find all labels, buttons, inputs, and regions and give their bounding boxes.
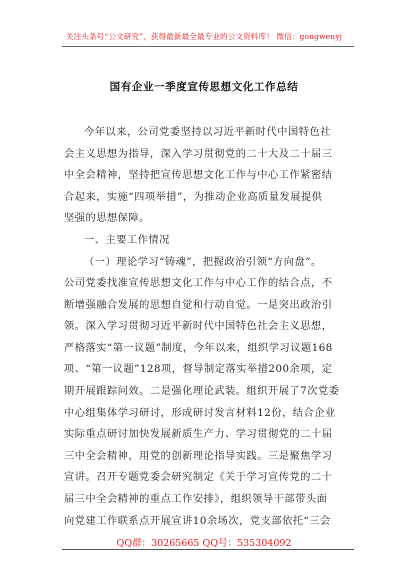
text-line: 宣讲。召开专题党委会研究制定《关于学习宣传党的二十: [64, 472, 333, 484]
text-line: 坚强的思想保障。: [64, 213, 150, 225]
text-line: 领。深入学习贯彻习近平新时代中国特色社会主义思想，: [64, 321, 333, 333]
text-line: 公司党委找准宣传思想文化工作与中心工作的结合点，不: [64, 278, 333, 289]
intro-paragraph: [64, 122, 354, 230]
text-line: 严格落实“第一议题”制度，今年以来，组织学习议题168: [64, 342, 333, 354]
document-title: 国有企业一季度宣传思想文化工作总结: [109, 81, 299, 93]
text-line: 会主义思想为指导，深入学习贯彻党的二十大及二十届三: [64, 148, 333, 160]
text-line: 期开展跟踪问效。二是强化理论武装。组织开展了7次党委: [64, 385, 340, 397]
text-line: 今年以来，公司党委坚持以习近平新时代中国特色社: [84, 127, 331, 138]
body-paragraph: [64, 273, 354, 532]
text-line: 向党建工作联系点开展宣讲10余场次，党支部依托“三会: [64, 515, 331, 527]
text-line: 届三中全会精神的重点工作安排》，组织领导干部带头面: [64, 493, 328, 505]
text-line: 合起来，实施“四项举措”，为推动企业高质量发展提供: [64, 191, 323, 203]
footer-divider: [62, 549, 354, 550]
text-line: 中全会精神，坚持把宣传思想文化工作与中心工作紧密结: [64, 170, 333, 182]
text-line: 三中全会精神，用党的创新理论指导实践。三是聚焦学习: [64, 450, 333, 462]
section-heading-text: 一、主要工作情况: [84, 235, 170, 246]
subsection-heading-text: （一）理论学习“铸魂”，把握政治引领“方向盘”。: [84, 256, 322, 268]
header-divider: [62, 46, 354, 47]
header-banner: 关注头条号“公文研究”，获得最新最全最专业的公文资料库！ 微信：gongwenyj: [65, 32, 343, 41]
text-line: 项、“第一议题”128项，督导制定落实举措200余项，定: [64, 364, 333, 376]
text-line: 实际重点研讨加快发展新质生产力、学习贯彻党的二十届: [64, 429, 333, 441]
section-heading: [64, 230, 354, 273]
text-line: 断增强融合发展的思想自觉和行动自觉。一是突出政治引: [64, 299, 333, 311]
footer-contact: QQ群：30265665 QQ号：535304092: [116, 538, 292, 549]
text-line: 中心组集体学习研讨，形成研讨发言材料12份，结合企业: [64, 407, 336, 419]
